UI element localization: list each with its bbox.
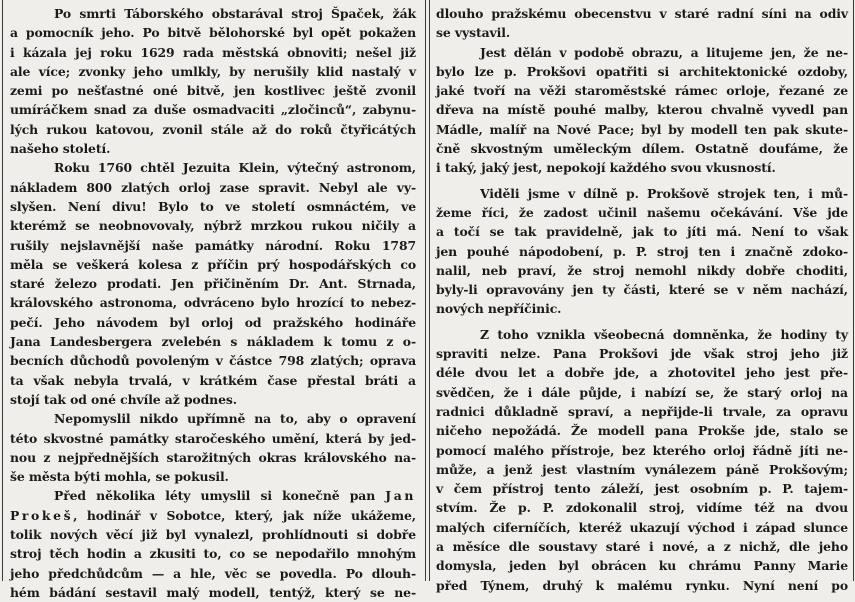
line-text: ale více; zvonky jeho umlkly, by nerušily klid nastalý v xyxy=(10,63,416,79)
line-text: Viděli jsme v dílně p. Prokšově strojek ten, i mů- xyxy=(480,185,848,201)
text-line xyxy=(10,43,416,62)
text-line xyxy=(436,139,848,158)
text-line xyxy=(436,556,848,575)
line-text: bylo lze p. Prokšovi opatřiti si architektonické ozdoby, xyxy=(436,63,848,79)
text-line xyxy=(10,390,416,409)
line-text: ničeho nepožádá. Že modell pana Prokše jde, stalo se xyxy=(436,423,848,439)
text-line xyxy=(436,441,848,460)
text-line xyxy=(10,486,416,505)
line-text: byly-li opravovány jen ty části, které se v něm nachází, xyxy=(436,282,848,298)
text-line xyxy=(436,344,848,363)
line-text: hém bádání sestavil malý modell, tentýž, který se ne- xyxy=(10,584,416,600)
line-text: před Týnem, druhý k malému rynku. Nyní není po xyxy=(436,577,848,593)
line-text: staré železo prodati. Jen přičiněním Dr. Ant. Strnada, xyxy=(10,276,416,292)
text-line xyxy=(436,4,848,23)
line-text: becních důchodů povoleným v částce 798 zlatých; oprava xyxy=(10,353,416,369)
line-text: může, a jenž jest vlastním vynálezem páně Prokšovým; xyxy=(436,461,848,477)
text-line xyxy=(10,139,416,158)
text-line xyxy=(436,421,848,440)
text-line xyxy=(10,100,416,119)
text-line xyxy=(10,120,416,139)
line-text: a točí se tak pravidelně, jak to jíti má. Není to však xyxy=(436,224,848,240)
line-text: tolik nových věcí již byl vynalezl, prohlídnouti si dobře xyxy=(10,527,416,543)
text-line xyxy=(436,402,848,421)
text-line xyxy=(10,409,416,428)
line-text: a pomocník jeho. Po bitvě bělohorské byl opět pokažen xyxy=(10,25,416,41)
line-text: měla se veškerá kolesa z příčin prý hospodářských co xyxy=(10,256,416,272)
text-line xyxy=(10,313,416,332)
line-text: , hodinář v Sobotce, který, jak níže ukážeme, xyxy=(73,507,416,523)
line-text: lých rukou katovou, zvonil stále až do roků čtyřicátých xyxy=(10,121,416,137)
line-text: déle dvou let a dobře jde, a zhotovitel jeho jest pře- xyxy=(436,365,848,381)
text-line xyxy=(436,498,848,517)
text-line xyxy=(436,222,848,241)
line-text: ta však nebyla trvalá, v krátkém čase přestal bráti a xyxy=(10,372,416,388)
line-text: Mádle, malíř na Nové Pace; byl by modell ten pak skute- xyxy=(436,121,848,137)
text-line xyxy=(10,293,416,312)
line-text: domysla, jeden byl obrácen ku chrámu Panny Marie xyxy=(436,558,848,574)
text-line xyxy=(436,261,848,280)
text-line xyxy=(10,274,416,293)
line-text: Roku 1760 chtěl Jezuita Klein, výtečný astronom, xyxy=(54,160,416,176)
line-text: spraviti nelze. Pana Prokšovi jde však stroj jeho již xyxy=(436,346,848,362)
line-text: našeho století. xyxy=(10,141,111,157)
text-line xyxy=(436,81,848,100)
right-text-column xyxy=(430,0,852,593)
text-line xyxy=(10,506,416,525)
line-text: Před několika léty umyslil si konečně pan xyxy=(54,488,386,504)
text-line xyxy=(436,23,848,42)
text-line xyxy=(436,576,848,595)
line-text: radnici důkladně spraví, a nepřijde-li trvale, za opravu xyxy=(436,403,848,419)
line-text: čně skvostným uměleckým dílem. Ostatně doufáme, že xyxy=(436,141,848,157)
text-line xyxy=(10,371,416,390)
line-text: dřeva na místě pouhé malby, kterou chvalně vyvedl pan xyxy=(436,102,848,118)
text-line xyxy=(10,448,416,467)
line-text: stroj těch hodin a zkusiti to, co se nepodařilo mnohým xyxy=(10,546,416,562)
text-line xyxy=(10,544,416,563)
line-text: dlouho pražskému obecenstvu v staré radní síni na odiv xyxy=(436,6,848,21)
line-text: slyšen. Není divu! Bylo to ve století osmnáctém, ve xyxy=(10,198,416,214)
text-line xyxy=(10,4,416,23)
line-text: se vystavil. xyxy=(436,25,511,41)
text-line xyxy=(436,280,848,299)
text-line xyxy=(10,255,416,274)
spaced-name: Jan xyxy=(385,488,416,504)
line-text: malých ciferníčích, kteréž ukazují východ i západ slunce xyxy=(436,519,848,535)
text-line xyxy=(436,537,848,556)
text-line xyxy=(436,383,848,402)
text-line xyxy=(10,236,416,255)
text-line xyxy=(10,525,416,544)
line-text: i taký, jaký jest, nepokojí každého svou vkusností. xyxy=(436,160,776,176)
text-line xyxy=(10,216,416,235)
text-line xyxy=(10,158,416,177)
text-line xyxy=(436,479,848,498)
line-text: nalil, neb praví, že stroj nemohl nikdy dobře choditi, xyxy=(436,262,848,278)
line-text: nou z nejpřednějších starožitných okras královského na- xyxy=(10,449,416,465)
text-line xyxy=(436,299,848,318)
line-text: Z toho vznikla všeobecná domněnka, že hodiny ty xyxy=(480,326,848,342)
line-text: stojí tak od oné chvíle až podnes. xyxy=(10,391,237,407)
text-line xyxy=(436,203,848,222)
line-text: nákladem 800 zlatých orloj zase spravit. Nebyl ale vy- xyxy=(10,179,416,195)
line-text: še města býti mohla, se pokusil. xyxy=(10,469,229,485)
text-line xyxy=(436,460,848,479)
text-line xyxy=(436,242,848,261)
line-text: Nepomyslil nikdo upřímně na to, aby o opravení xyxy=(54,411,416,427)
text-line xyxy=(436,100,848,119)
text-line xyxy=(436,120,848,139)
line-text: svědčen, že i dále půjde, i nabízí se, že starý orloj na xyxy=(436,384,848,400)
text-line xyxy=(436,518,848,537)
text-line xyxy=(10,429,416,448)
line-text: jeho předchůdcům — a hle, věc se povedla. Po dlouh- xyxy=(10,565,416,581)
line-text: nových nepříčinic. xyxy=(436,301,562,317)
line-text: pečí. Jeho návodem byl orloj od pražského hodináře xyxy=(10,314,416,330)
line-text: umíráčkem snad za duše osmadvaciti „zločinců“, zabynu- xyxy=(10,102,416,118)
text-line xyxy=(436,363,848,382)
line-text: jaké tvoří na věži staroměstské rámec orloje, řezané ze xyxy=(436,83,848,99)
text-line xyxy=(436,43,848,62)
line-text: v čem přístroj tento záleží, jest osobním p. P. tajem- xyxy=(436,481,848,497)
line-text: kterémž se neobnovovaly, nýbrž mrzkou rukou ničily a xyxy=(10,218,416,234)
text-line xyxy=(10,564,416,583)
column-divider-rule xyxy=(425,0,426,581)
text-line xyxy=(10,62,416,81)
line-text: i kázala jej roku 1629 rada městská obnoviti; nešel již xyxy=(10,44,416,60)
line-text: této skvostné památky staročeského umění, která by jed- xyxy=(10,430,416,446)
line-text: pomocí malého přístroje, bez kterého orloj řádně jíti ne- xyxy=(436,442,848,458)
text-line xyxy=(436,325,848,344)
line-text: rušily nejslavnější naše památky národní. Roku 1787 xyxy=(10,237,416,253)
left-text-column xyxy=(2,0,422,600)
text-line xyxy=(10,81,416,100)
line-text: jen pouhé nápodobení, p. P. stroj ten i značně zdoko- xyxy=(436,243,848,259)
text-line xyxy=(10,23,416,42)
text-line xyxy=(10,583,416,602)
line-text: Jana Landesbergera zvelebén s nákladem k tomu z o- xyxy=(10,334,416,350)
text-line xyxy=(10,197,416,216)
line-text: Jest dělán v podobě obrazu, a litujeme jen, že ne- xyxy=(480,44,848,60)
line-text: Po smrti Táborského obstarával stroj Špaček, žák xyxy=(54,6,416,21)
text-line xyxy=(10,178,416,197)
text-line xyxy=(10,467,416,486)
line-text: žeme říci, že zadost učinil našemu očekávání. Vše jde xyxy=(436,204,848,220)
text-line xyxy=(10,332,416,351)
text-line xyxy=(10,351,416,370)
line-text: a měsíce dle soustavy staré i nové, a z nichž, dle jeho xyxy=(436,539,848,555)
line-text: stvím. Že p. P. zdokonalil stroj, vidíme též na dvou xyxy=(436,500,848,516)
line-text: zemi po nešťastné oné bitvě, jen kostlivec ještě zvonil xyxy=(10,83,416,99)
right-border-rule xyxy=(853,0,854,581)
text-line xyxy=(436,158,848,177)
text-line xyxy=(436,184,848,203)
spaced-name: Prokeš xyxy=(10,507,74,523)
line-text: královského astronoma, odvráceno bylo hrozící to nebez- xyxy=(10,295,416,311)
text-line xyxy=(436,62,848,81)
